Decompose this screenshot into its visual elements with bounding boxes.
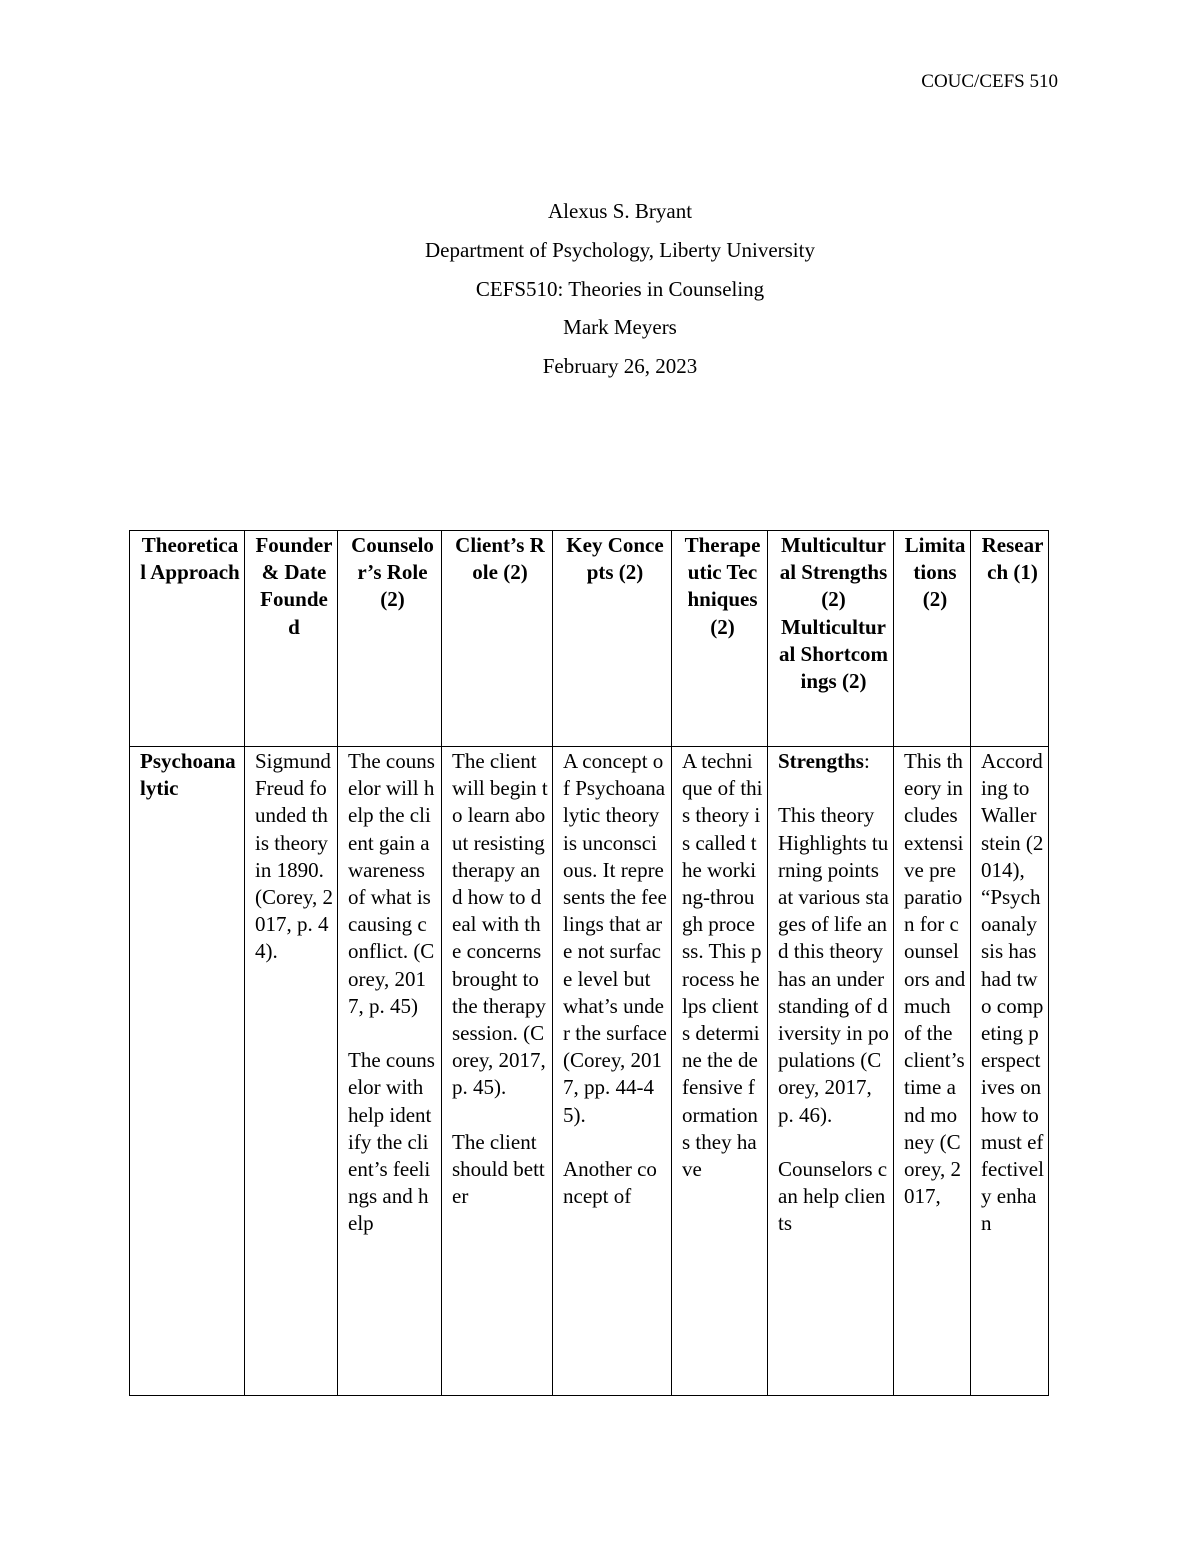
strengths-heading — [778, 748, 889, 775]
header-counselor-role: Counselor’s Role (2) — [338, 531, 442, 747]
research-text: According to Wallerstein (2014), “Psychoanalysis has had two competing perspectives on how to must effectively enhan — [981, 749, 1044, 1236]
strengths-colon: : — [863, 749, 870, 773]
cell-key-concepts — [553, 747, 672, 1396]
running-head: COUC/CEFS 510 — [921, 71, 1058, 92]
header-limitations: Limitations (2) — [894, 531, 971, 747]
strengths-paragraph-1: This theory Highlights turning points at various stages of life and this theory has an understanding of diversity in populations (Corey, 2017, p. 46). — [778, 803, 889, 1127]
course-title: CEFS510: Theories in Counseling — [475, 276, 765, 301]
client-role-paragraph-2: The client should better — [452, 1129, 545, 1209]
counselor-role-paragraph-1: The counselor will help the client gain awareness of what is causing conflict. (Corey, 2017, p. 45) — [348, 749, 435, 1018]
client-role-paragraph-1: The client will begin to learn about resisting therapy and how to deal with the concerns brought to the therapy session. (Corey, 2017, p. 45). — [452, 749, 548, 1100]
strengths-paragraph-2: Counselors can help clients — [778, 1157, 888, 1236]
cell-approach — [130, 747, 245, 1396]
key-concepts-paragraph-1: A concept of Psychoanalytic theory is unconscious. It represents the feelings that are not surface level but what’s under the surface (Corey, 2017, pp. 44-45). — [563, 749, 667, 1127]
founder-text: Sigmund Freud founded this theory in 1890. (Corey, 2017, p. 44). — [255, 749, 333, 964]
submission-date: February 26, 2023 — [542, 354, 698, 379]
counselor-role-paragraph-2: The counselor with help identify the client’s feelings and help — [348, 1048, 435, 1236]
limitations-text: This theory includes extensive preparation for counselors and much of the client’s time and money (Corey, 2017, — [904, 749, 966, 1209]
header-founder-date: Founder & Date Founded — [245, 531, 338, 747]
techniques-text: A technique of this theory is called the working-through process. This process helps clients determine the defensive formations they have — [682, 749, 763, 1182]
header-theoretical-approach: Theoretical Approach — [130, 531, 245, 747]
strengths-label: Strengths — [778, 749, 864, 773]
table-header-row — [130, 531, 1049, 747]
cell-founder — [245, 747, 338, 1396]
cell-research — [971, 747, 1049, 1396]
cell-limitations — [894, 747, 971, 1396]
instructor-name: Mark Meyers — [563, 315, 677, 340]
header-therapeutic-techniques: Therapeutic Techniques (2) — [672, 531, 768, 747]
title-block — [0, 192, 1200, 386]
header-key-concepts: Key Concepts (2) — [553, 531, 672, 747]
approach-text: Psychoanalytic — [140, 749, 236, 801]
cell-client-role — [442, 747, 553, 1396]
table-row — [130, 747, 1049, 1396]
header-multicultural-strengths: Multicultural Strengths (2) — [779, 533, 888, 612]
key-concepts-paragraph-2: Another concept of — [563, 1157, 657, 1209]
department: Department of Psychology, Liberty University — [425, 237, 815, 262]
cell-therapeutic-techniques — [672, 747, 768, 1396]
theories-table — [129, 530, 1049, 1396]
cell-multicultural — [768, 747, 894, 1396]
header-multicultural-shortcomings: Multicultural Shortcomings (2) — [778, 614, 889, 694]
header-multicultural — [768, 531, 894, 747]
header-client-role: Client’s Role (2) — [442, 531, 553, 747]
header-research: Research (1) — [971, 531, 1049, 747]
cell-counselor-role — [338, 747, 442, 1396]
author-name: Alexus S. Bryant — [547, 199, 693, 223]
